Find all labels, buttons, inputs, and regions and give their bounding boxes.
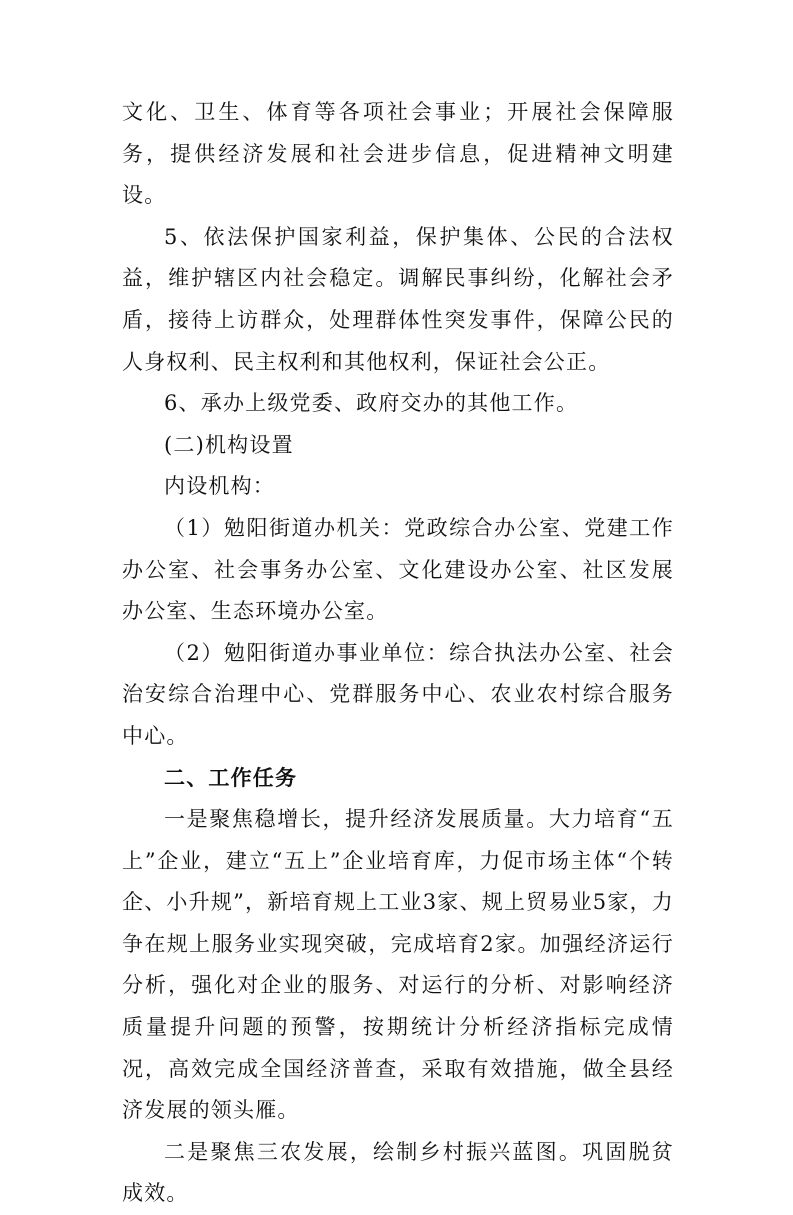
paragraph-item-6: 6、承办上级党委、政府交办的其他工作。: [164, 391, 579, 416]
section-heading-organization: (二)机构设置: [164, 432, 294, 457]
paragraph-task-agriculture: 二是聚焦三农发展，绘制乡村振兴蓝图。巩固脱贫成效。: [122, 1139, 674, 1206]
paragraph-agency-offices: （1）勉阳街道办机关：党政综合办公室、党建工作办公室、社会事务办公室、文化建设办公室、社区发展办公室、生态环境办公室。: [122, 515, 674, 624]
document-body: [122, 92, 674, 1215]
paragraph-social-services: 文化、卫生、体育等各项社会事业；开展社会保障服务，提供经济发展和社会进步信息，促进精神文明建设。: [122, 100, 674, 208]
paragraph-task-economy: 一是聚焦稳增长，提升经济发展质量。大力培育“五上”企业，建立“五上”企业培育库，力促市场主体“个转企、小升规”，新培育规上工业3家、规上贸易业5家，力争在规上服务业实现突破，完成培育2家。加强经济运行分析，强化对企业的服务、对运行的分析、对影响经济质量提升问题的预警，按期统计分析经济指标完成情况，高效完成全国经济普查，采取有效措施，做全县经济发展的领头雁。: [122, 807, 674, 1123]
paragraph-public-institutions: （2）勉阳街道办事业单位：综合执法办公室、社会治安综合治理中心、党群服务中心、农业农村综合服务中心。: [122, 640, 674, 748]
paragraph-item-5: 5、依法保护国家利益，保护集体、公民的合法权益，维护辖区内社会稳定。调解民事纠纷，化解社会矛盾，接待上访群众，处理群体性突发事件，保障公民的人身权利、民主权利和其他权利，保证社会公正。: [122, 224, 674, 374]
subheading-internal-units: 内设机构：: [164, 474, 275, 499]
section-heading-tasks: 二、工作任务: [164, 765, 298, 790]
